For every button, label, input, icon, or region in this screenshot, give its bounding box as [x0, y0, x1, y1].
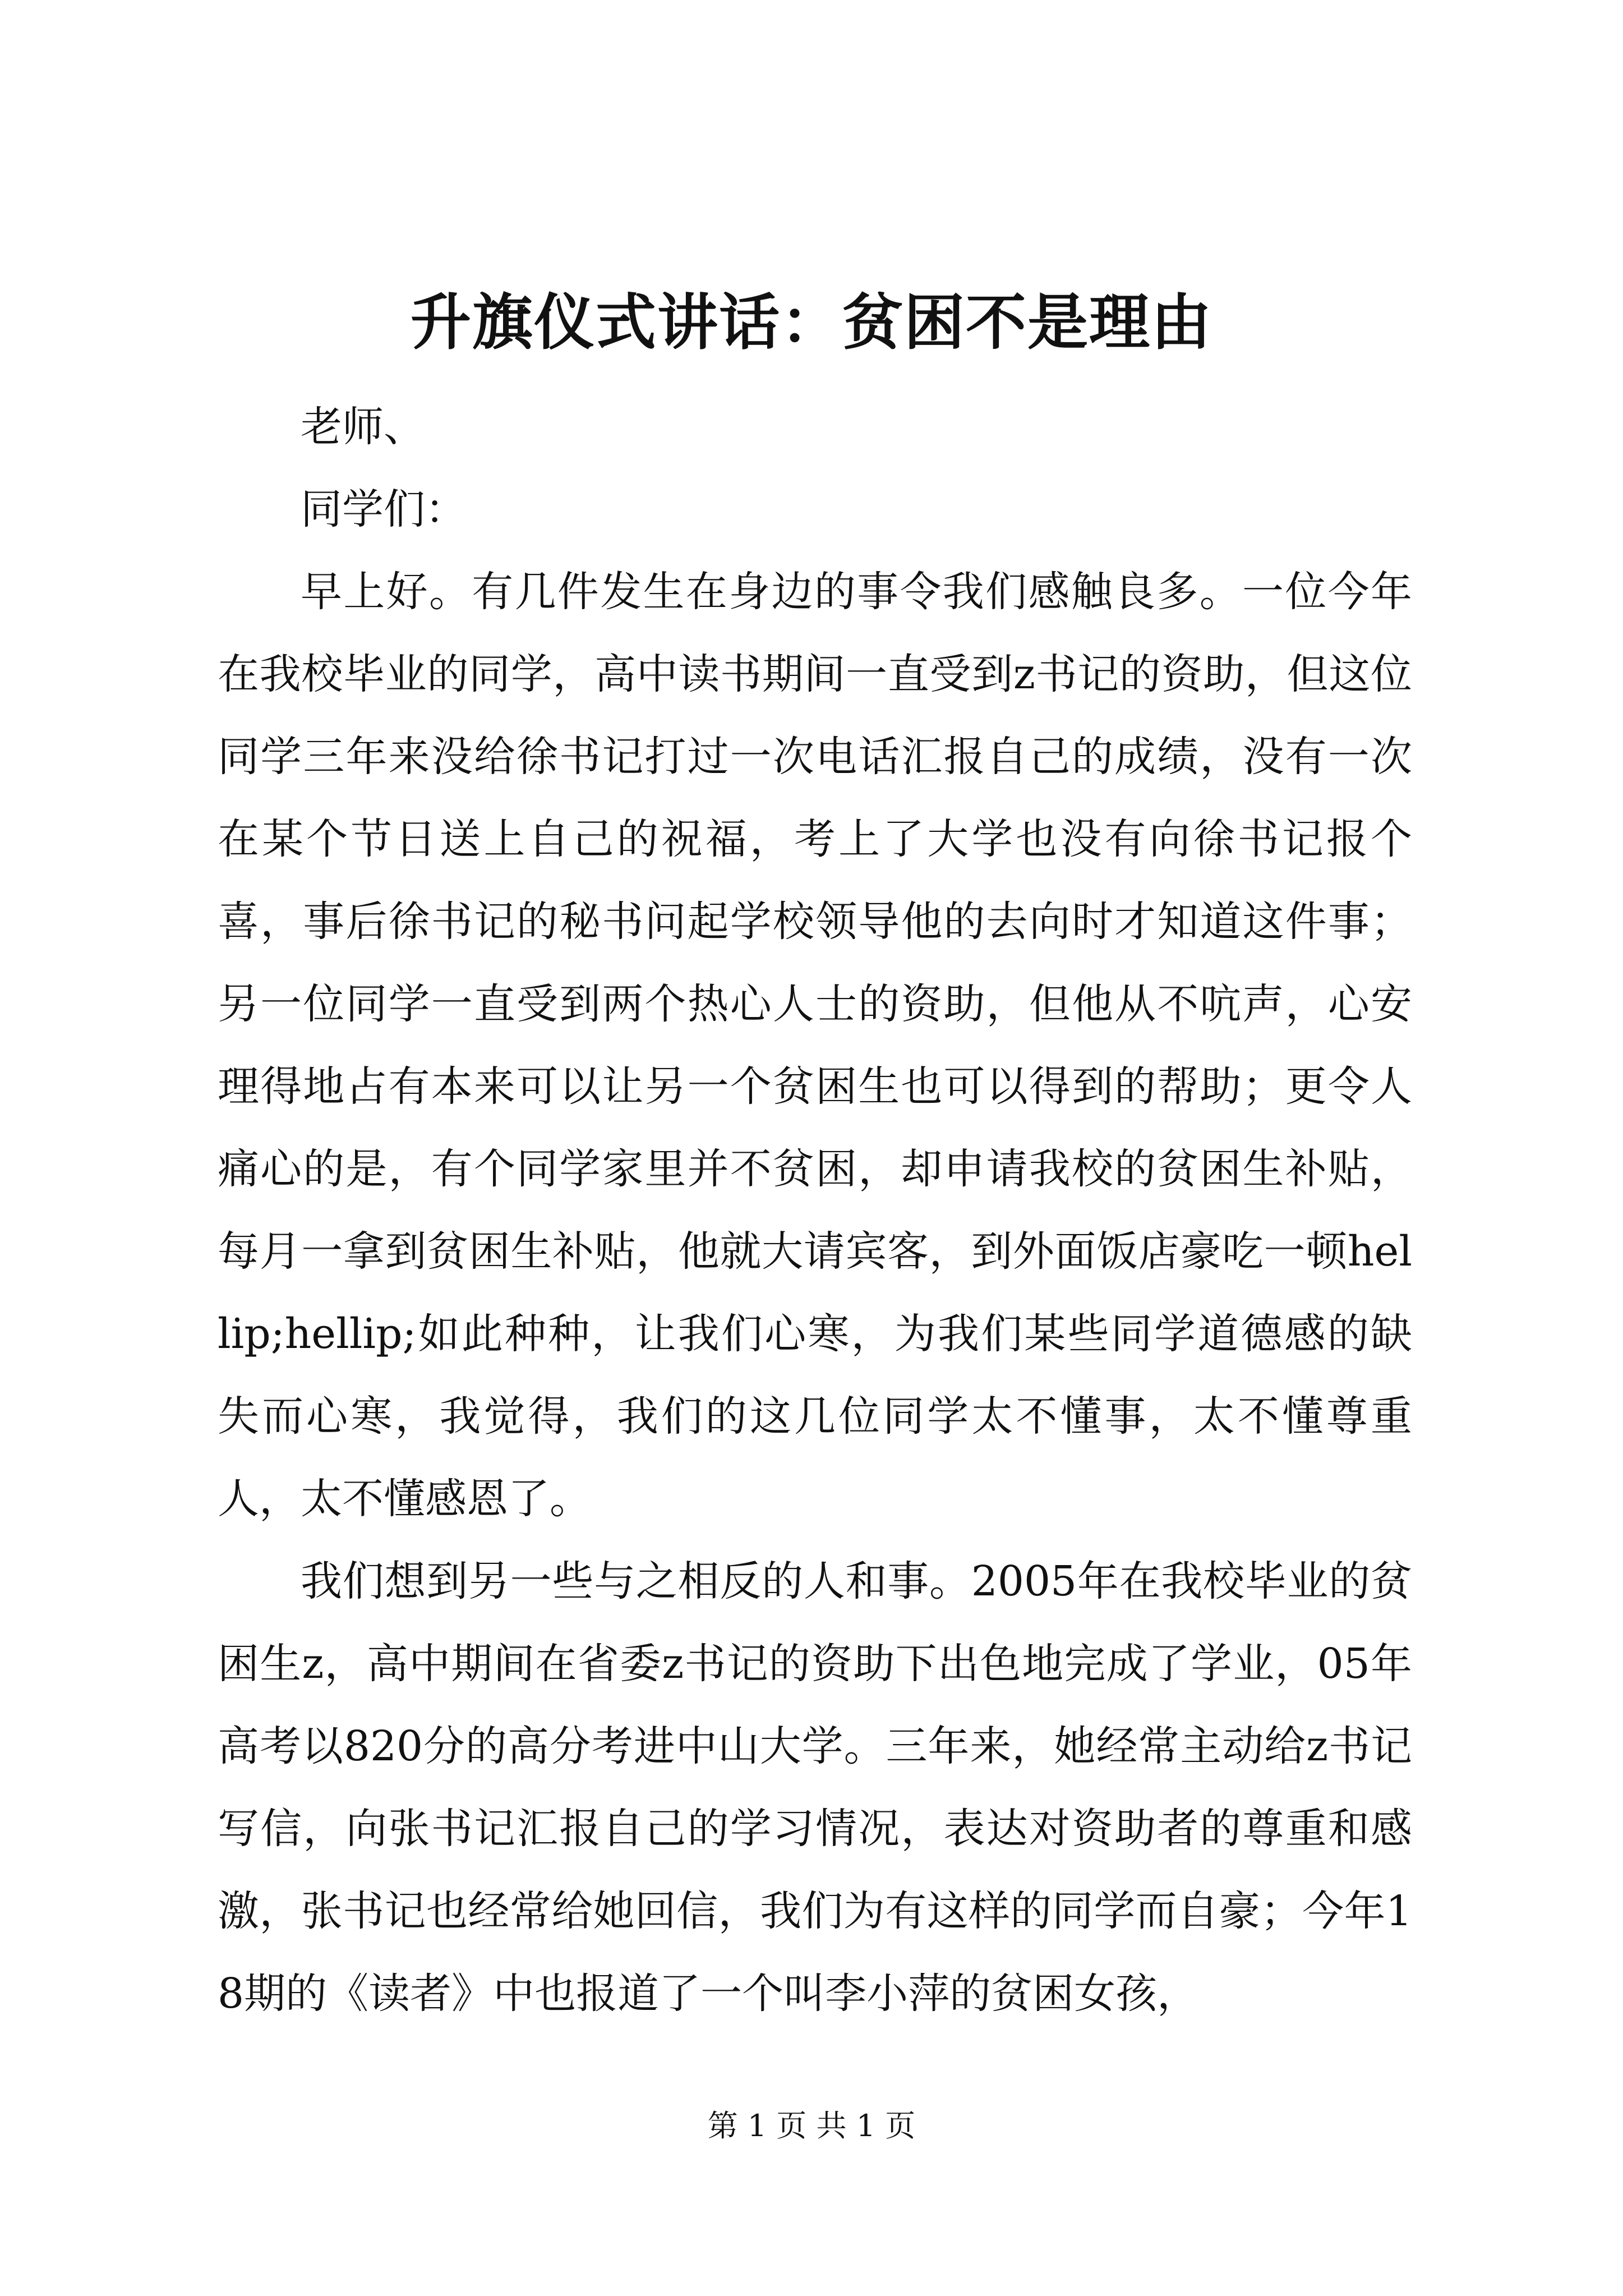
paragraph-2: 我们想到另一些与之相反的人和事。2005年在我校毕业的贫困生z，高中期间在省委z书记的资助下出色地完成了学业，05年高考以820分的高分考进中山大学。三年来，她经常主动给z书记写信，向张书记汇报自己的学习情况，表达对资助者的尊重和感激，张书记也经常给她回信，我们为有这样的同学而自豪；今年18期的《读者》中也报道了一个叫李小萍的贫困女孩，	[218, 1557, 1412, 2018]
document-body	[218, 386, 1412, 2035]
page-footer: 第 1 页 共 1 页	[707, 2108, 916, 2143]
paragraph-1: 早上好。有几件发生在身边的事令我们感触良多。一位今年在我校毕业的同学，高中读书期间一直受到z书记的资助，但这位同学三年来没给徐书记打过一次电话汇报自己的成绩，没有一次在某个节日送上自己的祝福，考上了大学也没有向徐书记报个喜，事后徐书记的秘书问起学校领导他的去向时才知道这件事；另一位同学一直受到两个热心人士的资助，但他从不吭声，心安理得地占有本来可以让另一个贫困生也可以得到的帮助；更令人痛心的是，有个同学家里并不贫困，却申请我校的贫困生补贴，每月一拿到贫困生补贴，他就大请宾客，到外面饭店豪吃一顿hellip;hellip;如此种种，让我们心寒，为我们某些同学道德感的缺失而心寒，我觉得，我们的这几位同学太不懂事，太不懂尊重人，太不懂感恩了。	[218, 568, 1412, 1523]
document-title: 升旗仪式讲话：贫困不是理由	[410, 287, 1212, 358]
salutation-students: 同学们：	[301, 485, 467, 533]
salutation-teachers: 老师、	[301, 403, 425, 451]
